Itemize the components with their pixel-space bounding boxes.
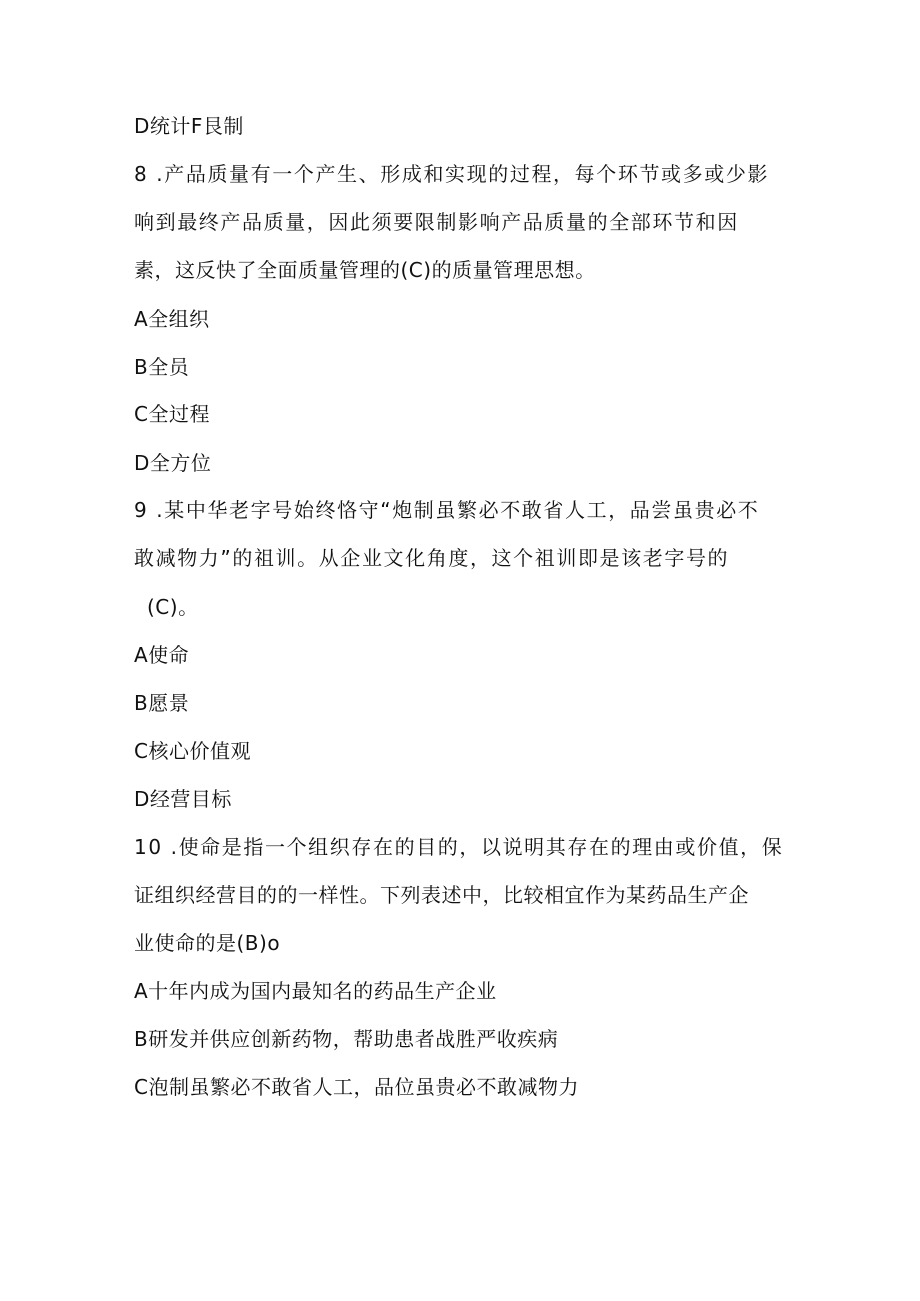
question-9-line-1: 9 .某中华老字号始终恪守“炮制虽繁必不敢省人工，品尝虽贵必不 bbox=[134, 498, 760, 522]
option-d-q9: D经营目标 bbox=[134, 787, 232, 811]
question-9-line-2: 敢减物力”的祖训。从企业文化角度，这个祖训即是该老字号的 bbox=[134, 546, 730, 570]
option-a-q9: A使命 bbox=[134, 643, 190, 667]
option-b-q9: B愿景 bbox=[134, 691, 190, 715]
question-10-line-2: 证组织经营目的的一样性。下列表述中，比较相宜作为某药品生产企 bbox=[134, 883, 749, 907]
option-d-q8: D全方位 bbox=[134, 451, 212, 475]
option-c-q10: C泡制虽繁必不敢省人工，品位虽贵必不敢减物力 bbox=[134, 1075, 579, 1099]
option-c-q9: C核心价值观 bbox=[134, 739, 251, 763]
question-8-line-3: 素，这反快了全面质量管理的(C)的质量管理思想。 bbox=[134, 258, 596, 282]
question-8-line-1: 8 .产品质量有一个产生、形成和实现的过程，每个环节或多或少影 bbox=[134, 162, 770, 186]
question-8-line-2: 响到最终产品质量，因此须要限制影响产品质量的全部环节和因 bbox=[134, 210, 739, 234]
question-10-line-3: 业使命的是(B)o bbox=[134, 931, 281, 955]
option-b-q10: B研发并供应创新药物，帮助患者战胜严收疾病 bbox=[134, 1027, 559, 1051]
option-a-q10: A十年内成为国内最知名的药品生产企业 bbox=[134, 979, 497, 1003]
question-9-line-3: (C)。 bbox=[147, 595, 199, 619]
option-c-q8: C全过程 bbox=[134, 402, 210, 426]
option-a-q8: A全组织 bbox=[134, 307, 210, 331]
option-d-q7: D统计F艮制 bbox=[134, 114, 244, 138]
option-b-q8: B全员 bbox=[134, 355, 190, 379]
question-10-line-1: 10 .使命是指一个组织存在的目的，以说明其存在的理由或价值，保 bbox=[134, 835, 784, 859]
